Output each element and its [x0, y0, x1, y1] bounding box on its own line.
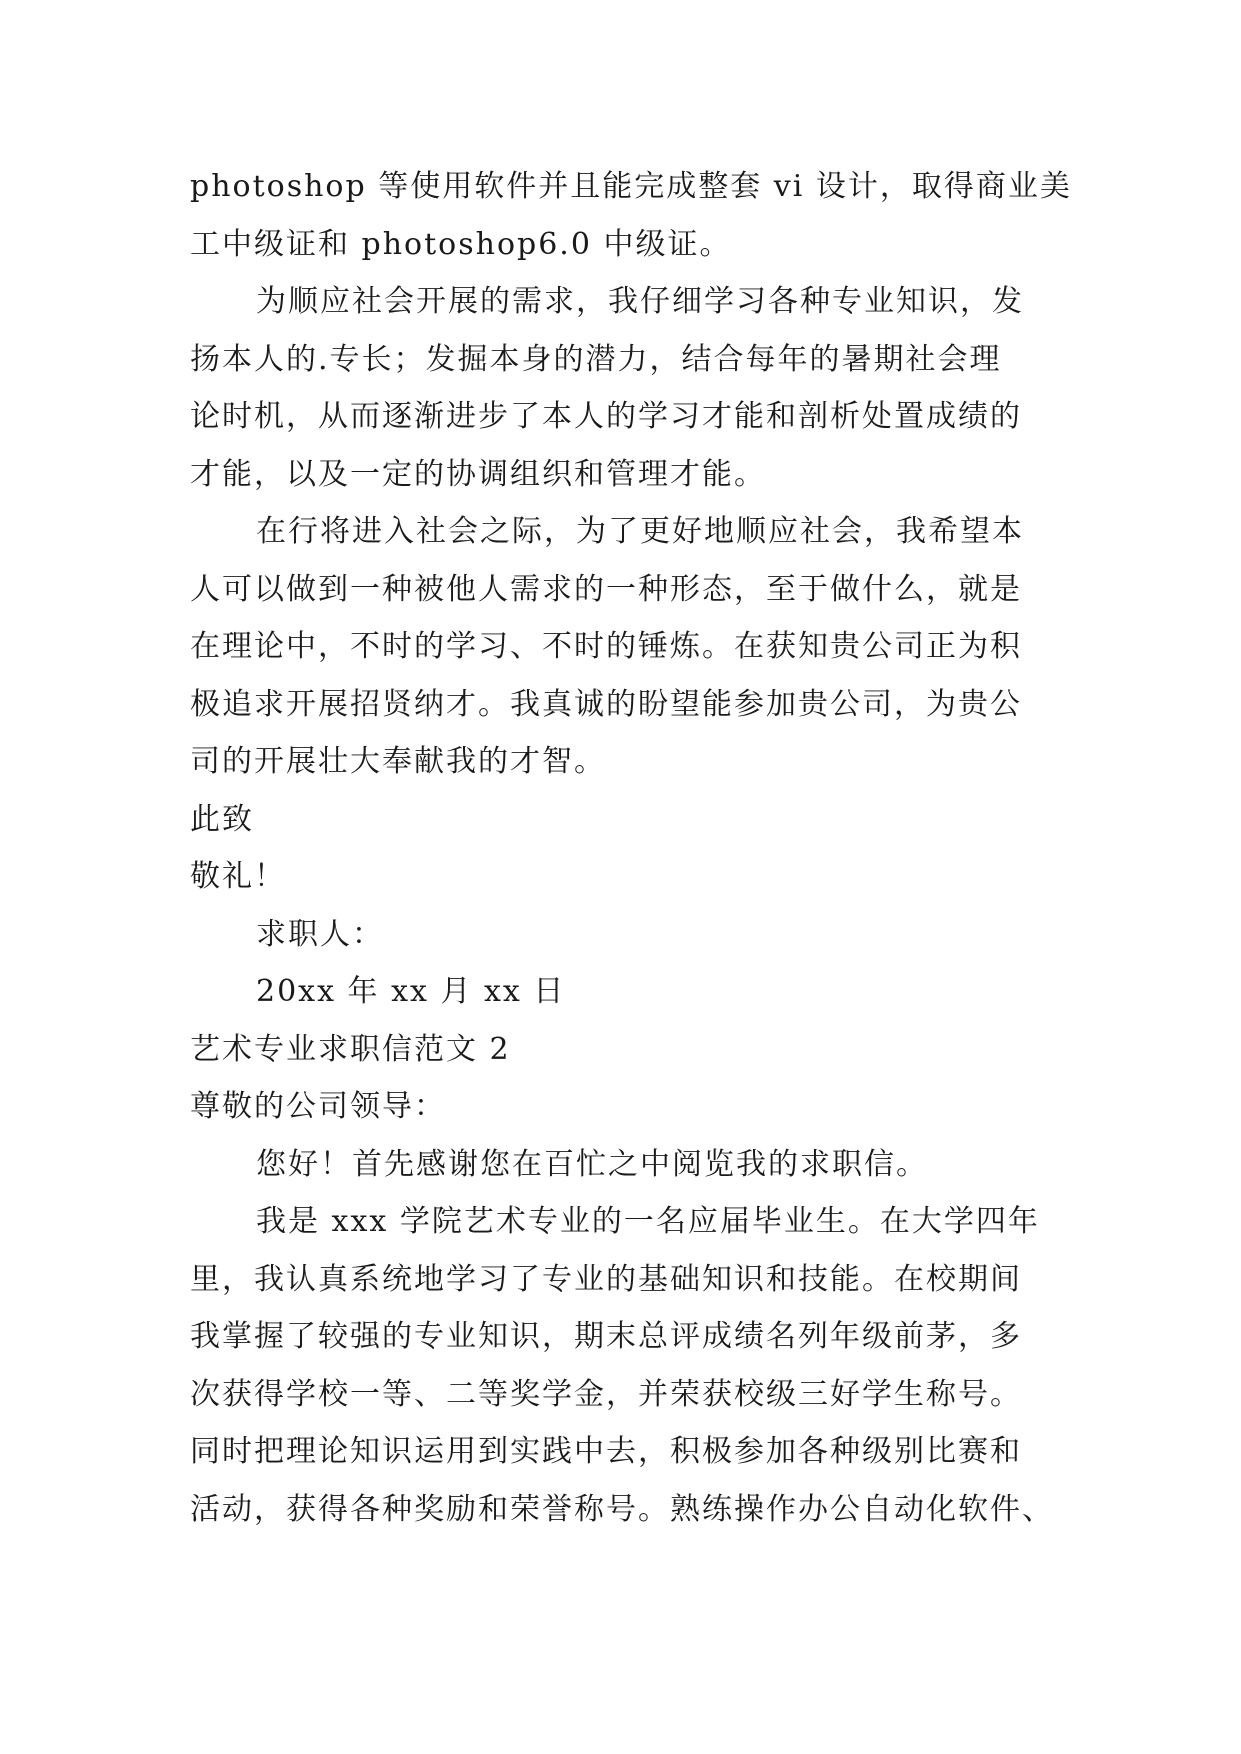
text-line: 人可以做到一种被他人需求的一种形态，至于做什么，就是: [190, 571, 1022, 607]
text-line: 司的开展壮大奉献我的才智。: [190, 744, 606, 779]
text-line: 工中级证和 photoshop6.0 中级证。: [190, 226, 732, 262]
text-line: 极追求开展招贤纳才。我真诚的盼望能参加贵公司，为贵公: [190, 686, 1022, 722]
text-line: 活动，获得各种奖励和荣誉称号。熟练操作办公自动化软件、: [190, 1491, 1054, 1527]
paragraph-start-line: 为顺应社会开展的需求，我仔细学习各种专业知识，发: [256, 284, 1024, 319]
text-line: 才能，以及一定的协调组织和管理才能。: [190, 456, 766, 492]
paragraph-start-line: 我是 xxx 学院艺术专业的一名应届毕业生。在大学四年: [256, 1204, 1040, 1239]
text-line: 扬本人的.专长；发掘本身的潜力，结合每年的暑期社会理: [190, 341, 1002, 377]
text-line: 论时机，从而逐渐进步了本人的学习才能和剖析处置成绩的: [190, 399, 1022, 434]
text-line: 在理论中，不时的学习、不时的锤炼。在获知贵公司正为积: [190, 629, 1022, 664]
section-title: 艺术专业求职信范文 2: [190, 1031, 511, 1067]
text-line: 我掌握了较强的专业知识，期末总评成绩名列年级前茅，多: [190, 1319, 1022, 1354]
text-line: photoshop 等使用软件并且能完成整套 vi 设计，取得商业美: [190, 169, 1072, 204]
text-line: 里，我认真系统地学习了专业的基础知识和技能。在校期间: [190, 1261, 1022, 1297]
text-line: 同时把理论知识运用到实践中去，积极参加各种级别比赛和: [190, 1434, 1022, 1469]
paragraph-start-line: 在行将进入社会之际，为了更好地顺应社会，我希望本: [256, 514, 1024, 549]
document-body: [190, 158, 1072, 1538]
letter-greeting: 尊敬的公司领导：: [190, 1089, 446, 1124]
text-line: 次获得学校一等、二等奖学金，并荣获校级三好学生称号。: [190, 1376, 1022, 1412]
closing-salutation: 此致: [190, 801, 254, 837]
signature-label: 求职人：: [256, 916, 384, 952]
signature-date: 20xx 年 xx 月 xx 日: [256, 974, 566, 1009]
paragraph-start-line: 您好！首先感谢您在百忙之中阅览我的求职信。: [256, 1146, 928, 1182]
closing-regards: 敬礼！: [190, 859, 286, 894]
